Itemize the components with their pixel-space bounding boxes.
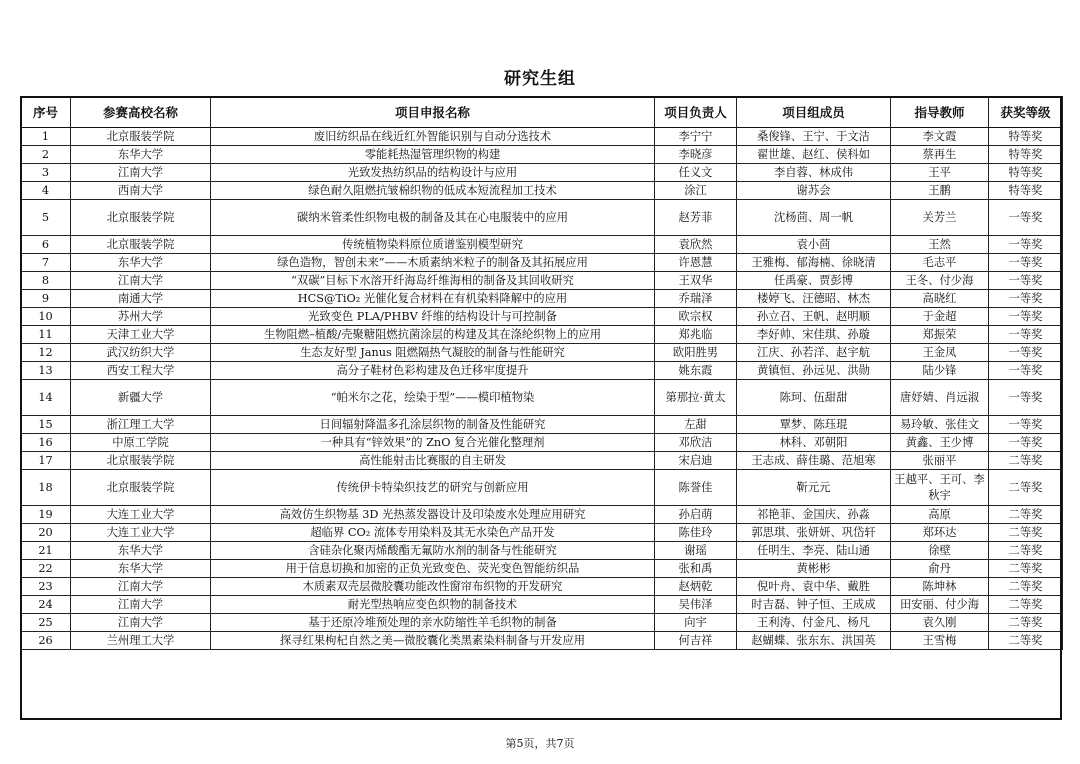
row-members: 沈杨茴、周一帆: [737, 200, 891, 236]
row-advisor: 俞丹: [891, 560, 989, 578]
row-members: 任禹豪、贾彭博: [737, 272, 891, 290]
table-row: [21, 632, 1063, 650]
row-members: 桑俊锋、王宁、于文洁: [737, 128, 891, 146]
row-index: 6: [21, 236, 71, 254]
row-award: 一等奖: [989, 290, 1063, 308]
row-leader: 乔瑞泽: [655, 290, 737, 308]
row-leader: 袁欣然: [655, 236, 737, 254]
row-school: 兰州理工大学: [71, 632, 211, 650]
row-project: 含硅杂化聚丙烯酸酯无氟防水剂的制备与性能研究: [211, 542, 655, 560]
row-award: 二等奖: [989, 470, 1063, 506]
row-award: 一等奖: [989, 254, 1063, 272]
row-advisor: 王冬、付少海: [891, 272, 989, 290]
row-advisor: 郑环达: [891, 524, 989, 542]
row-school: 江南大学: [71, 614, 211, 632]
row-members: 谢苏会: [737, 182, 891, 200]
row-members: 李自蓉、林成伟: [737, 164, 891, 182]
row-project: 废旧纺织品在线近红外智能识别与自动分选技术: [211, 128, 655, 146]
row-members: 黄彬彬: [737, 560, 891, 578]
row-leader: 左甜: [655, 416, 737, 434]
row-advisor: 王然: [891, 236, 989, 254]
row-leader: 王双华: [655, 272, 737, 290]
row-award: 一等奖: [989, 308, 1063, 326]
header-row: [21, 97, 1063, 128]
row-school: 江南大学: [71, 578, 211, 596]
table-title: 研究生组: [504, 69, 576, 89]
row-leader: 欧宗权: [655, 308, 737, 326]
row-index: 26: [21, 632, 71, 650]
table-row: [21, 596, 1063, 614]
row-leader: 邓欣洁: [655, 434, 737, 452]
row-members: 王志成、薛佳璐、范旭寒: [737, 452, 891, 470]
row-award: 二等奖: [989, 578, 1063, 596]
row-index: 25: [21, 614, 71, 632]
row-award: 二等奖: [989, 452, 1063, 470]
row-advisor: 王平: [891, 164, 989, 182]
row-leader: 赵炳乾: [655, 578, 737, 596]
row-leader: 何吉祥: [655, 632, 737, 650]
row-members: 任明生、李亮、陆山通: [737, 542, 891, 560]
row-advisor: 王雪梅: [891, 632, 989, 650]
table-row: [21, 344, 1063, 362]
row-advisor: 徐壁: [891, 542, 989, 560]
row-index: 10: [21, 308, 71, 326]
row-project: 光致变色 PLA/PHBV 纤维的结构设计与可控制备: [211, 308, 655, 326]
row-index: 16: [21, 434, 71, 452]
table-row: [21, 614, 1063, 632]
row-leader: 吴伟泽: [655, 596, 737, 614]
row-leader: 谢瑶: [655, 542, 737, 560]
row-award: 特等奖: [989, 182, 1063, 200]
row-award: 二等奖: [989, 524, 1063, 542]
row-members: 黄镇恒、孙远见、洪勋: [737, 362, 891, 380]
row-award: 特等奖: [989, 146, 1063, 164]
row-school: 江南大学: [71, 596, 211, 614]
row-project: 高分子鞋材色彩构建及色迁移牢度提升: [211, 362, 655, 380]
row-advisor: 唐妤婧、肖远淑: [891, 380, 989, 416]
row-project: 高性能射击比赛服的自主研发: [211, 452, 655, 470]
row-advisor: 毛志平: [891, 254, 989, 272]
row-advisor: 易玲敏、张佳文: [891, 416, 989, 434]
row-advisor: 蔡再生: [891, 146, 989, 164]
row-school: 浙江理工大学: [71, 416, 211, 434]
row-advisor: 张丽平: [891, 452, 989, 470]
row-award: 一等奖: [989, 200, 1063, 236]
row-project: 生态友好型 Janus 阻燃隔热气凝胶的制备与性能研究: [211, 344, 655, 362]
table-row: [21, 560, 1063, 578]
row-award: 特等奖: [989, 128, 1063, 146]
table-body: [21, 128, 1063, 650]
row-members: 覃梦、陈珏琨: [737, 416, 891, 434]
row-index: 20: [21, 524, 71, 542]
row-school: 北京服装学院: [71, 236, 211, 254]
row-school: 武汉纺织大学: [71, 344, 211, 362]
row-index: 14: [21, 380, 71, 416]
row-award: 一等奖: [989, 326, 1063, 344]
row-school: 北京服装学院: [71, 200, 211, 236]
row-school: 西安工程大学: [71, 362, 211, 380]
row-school: 西南大学: [71, 182, 211, 200]
table-row: [21, 380, 1063, 416]
table-row: [21, 524, 1063, 542]
row-members: 袁小茴: [737, 236, 891, 254]
row-advisor: 田安丽、付少海: [891, 596, 989, 614]
row-members: 时吉磊、钟子恒、王成成: [737, 596, 891, 614]
table-row: [21, 434, 1063, 452]
row-project: 零能耗热湿管理织物的构建: [211, 146, 655, 164]
row-leader: 涂江: [655, 182, 737, 200]
table-row: [21, 542, 1063, 560]
row-advisor: 黄鑫、王少博: [891, 434, 989, 452]
row-award: 一等奖: [989, 362, 1063, 380]
row-leader: 赵芳菲: [655, 200, 737, 236]
row-school: 南通大学: [71, 290, 211, 308]
row-members: 倪叶舟、袁中华、戴胜: [737, 578, 891, 596]
row-advisor: 郑振荣: [891, 326, 989, 344]
row-members: 祁艳菲、金国庆、孙淼: [737, 506, 891, 524]
row-leader: 任义文: [655, 164, 737, 182]
row-members: 孙立召、王帆、赵明顺: [737, 308, 891, 326]
row-award: 一等奖: [989, 236, 1063, 254]
table-row: [21, 128, 1063, 146]
row-award: 二等奖: [989, 596, 1063, 614]
row-leader: 李宁宁: [655, 128, 737, 146]
row-award: 二等奖: [989, 560, 1063, 578]
row-members: 楼婷飞、汪德昭、林杰: [737, 290, 891, 308]
row-index: 15: [21, 416, 71, 434]
row-leader: 许恩慧: [655, 254, 737, 272]
row-index: 1: [21, 128, 71, 146]
row-index: 5: [21, 200, 71, 236]
row-project: 生物阻燃–植酸/壳聚糖阻燃抗菌涂层的构建及其在涤纶织物上的应用: [211, 326, 655, 344]
row-school: 东华大学: [71, 254, 211, 272]
row-award: 一等奖: [989, 380, 1063, 416]
row-leader: 姚东霞: [655, 362, 737, 380]
table-row: [21, 362, 1063, 380]
row-members: 李好帅、宋佳琪、孙璇: [737, 326, 891, 344]
row-members: 王雅梅、郁海楠、徐晓清: [737, 254, 891, 272]
row-advisor: 李文霞: [891, 128, 989, 146]
row-project: “帕米尔之花，绘染于型”——模印植物染: [211, 380, 655, 416]
row-index: 4: [21, 182, 71, 200]
row-advisor: 于金超: [891, 308, 989, 326]
row-members: 陈珂、伍甜甜: [737, 380, 891, 416]
row-index: 19: [21, 506, 71, 524]
header-members: 项目组成员: [737, 97, 891, 128]
table-row: [21, 416, 1063, 434]
row-index: 12: [21, 344, 71, 362]
row-award: 二等奖: [989, 632, 1063, 650]
header-school: 参赛高校名称: [71, 97, 211, 128]
row-project: 木质素双壳层微胶囊功能改性窗帘布织物的开发研究: [211, 578, 655, 596]
row-index: 2: [21, 146, 71, 164]
row-school: 大连工业大学: [71, 506, 211, 524]
row-leader: 欧阳胜男: [655, 344, 737, 362]
row-leader: 宋启迪: [655, 452, 737, 470]
table-row: [21, 236, 1063, 254]
table-row: [21, 326, 1063, 344]
row-project: 传统植物染料原位质谱鉴别模型研究: [211, 236, 655, 254]
row-index: 17: [21, 452, 71, 470]
row-award: 一等奖: [989, 272, 1063, 290]
row-leader: 陈佳玲: [655, 524, 737, 542]
row-project: 绿色造物，智创未来”——木质素纳米粒子的制备及其拓展应用: [211, 254, 655, 272]
row-school: 新疆大学: [71, 380, 211, 416]
row-school: 北京服装学院: [71, 128, 211, 146]
row-school: 北京服装学院: [71, 470, 211, 506]
table-row: [21, 578, 1063, 596]
row-leader: 郑兆临: [655, 326, 737, 344]
table-row: [21, 254, 1063, 272]
row-index: 18: [21, 470, 71, 506]
row-leader: 孙启萌: [655, 506, 737, 524]
table-row: [21, 470, 1063, 506]
row-advisor: 高原: [891, 506, 989, 524]
row-index: 3: [21, 164, 71, 182]
table-row: [21, 452, 1063, 470]
row-leader: 张和禹: [655, 560, 737, 578]
row-members: 江庆、孙若洋、赵宇航: [737, 344, 891, 362]
row-leader: 第那拉·黄太: [655, 380, 737, 416]
row-school: 北京服装学院: [71, 452, 211, 470]
row-project: 基于还原冷堆预处理的亲水防缩性羊毛织物的制备: [211, 614, 655, 632]
row-index: 23: [21, 578, 71, 596]
table-row: [21, 272, 1063, 290]
table-row: [21, 164, 1063, 182]
table-row: [21, 146, 1063, 164]
row-project: 超临界 CO₂ 流体专用染料及其无水染色产品开发: [211, 524, 655, 542]
row-project: 一种具有“锌效果”的 ZnO 复合光催化整理剂: [211, 434, 655, 452]
row-award: 一等奖: [989, 434, 1063, 452]
row-school: 天津工业大学: [71, 326, 211, 344]
row-award: 二等奖: [989, 614, 1063, 632]
row-index: 9: [21, 290, 71, 308]
row-award: 二等奖: [989, 506, 1063, 524]
header-project: 项目申报名称: [211, 97, 655, 128]
row-school: 苏州大学: [71, 308, 211, 326]
row-index: 8: [21, 272, 71, 290]
table-row: [21, 308, 1063, 326]
row-advisor: 王金凤: [891, 344, 989, 362]
row-advisor: 陈坤林: [891, 578, 989, 596]
header-advisor: 指导教师: [891, 97, 989, 128]
row-index: 24: [21, 596, 71, 614]
row-members: 王利涛、付金凡、杨凡: [737, 614, 891, 632]
row-project: 高效仿生织物基 3D 光热蒸发器设计及印染废水处理应用研究: [211, 506, 655, 524]
row-school: 中原工学院: [71, 434, 211, 452]
row-advisor: 王鹏: [891, 182, 989, 200]
row-index: 22: [21, 560, 71, 578]
row-project: “双碳”目标下水溶开纤海岛纤维海相的制备及其回收研究: [211, 272, 655, 290]
row-award: 一等奖: [989, 344, 1063, 362]
row-school: 江南大学: [71, 272, 211, 290]
row-advisor: 关芳兰: [891, 200, 989, 236]
header-leader: 项目负责人: [655, 97, 737, 128]
row-award: 特等奖: [989, 164, 1063, 182]
row-award: 一等奖: [989, 416, 1063, 434]
row-school: 东华大学: [71, 560, 211, 578]
table-row: [21, 200, 1063, 236]
row-project: 绿色耐久阻燃抗皱棉织物的低成本短流程加工技术: [211, 182, 655, 200]
table-row: [21, 290, 1063, 308]
awards-table: [20, 96, 1063, 650]
row-members: 郭思琪、张妍妍、巩岱轩: [737, 524, 891, 542]
row-school: 大连工业大学: [71, 524, 211, 542]
page-footer: 第5页，共7页: [505, 737, 575, 750]
row-index: 7: [21, 254, 71, 272]
row-leader: 向宇: [655, 614, 737, 632]
header-award: 获奖等级: [989, 97, 1063, 128]
row-project: 日间辐射降温多孔涂层织物的制备及性能研究: [211, 416, 655, 434]
row-school: 江南大学: [71, 164, 211, 182]
row-project: 碳纳米管柔性织物电极的制备及其在心电服装中的应用: [211, 200, 655, 236]
row-index: 13: [21, 362, 71, 380]
row-project: 光致发热纺织品的结构设计与应用: [211, 164, 655, 182]
row-project: 传统伊卡特染织技艺的研究与创新应用: [211, 470, 655, 506]
row-members: 靳元元: [737, 470, 891, 506]
row-leader: 陈誉佳: [655, 470, 737, 506]
row-leader: 李晓彦: [655, 146, 737, 164]
table-row: [21, 182, 1063, 200]
row-project: 耐光型热响应变色织物的制备技术: [211, 596, 655, 614]
row-members: 翟世雄、赵红、侯科如: [737, 146, 891, 164]
row-index: 11: [21, 326, 71, 344]
row-advisor: 袁久刚: [891, 614, 989, 632]
table-row: [21, 506, 1063, 524]
row-members: 赵蝴蝶、张东东、洪国英: [737, 632, 891, 650]
header-index: 序号: [21, 97, 71, 128]
row-advisor: 陆少锋: [891, 362, 989, 380]
row-advisor: 王越平、王可、李秋宇: [891, 470, 989, 506]
row-members: 林科、邓朝阳: [737, 434, 891, 452]
row-school: 东华大学: [71, 542, 211, 560]
row-award: 二等奖: [989, 542, 1063, 560]
row-project: 探寻红果枸杞自然之美—微胶囊化类黑素染料制备与开发应用: [211, 632, 655, 650]
row-project: HCS@TiO₂ 光催化复合材料在有机染料降解中的应用: [211, 290, 655, 308]
row-school: 东华大学: [71, 146, 211, 164]
row-advisor: 高晓红: [891, 290, 989, 308]
row-project: 用于信息切换和加密的正负光致变色、荧光变色智能纺织品: [211, 560, 655, 578]
row-index: 21: [21, 542, 71, 560]
